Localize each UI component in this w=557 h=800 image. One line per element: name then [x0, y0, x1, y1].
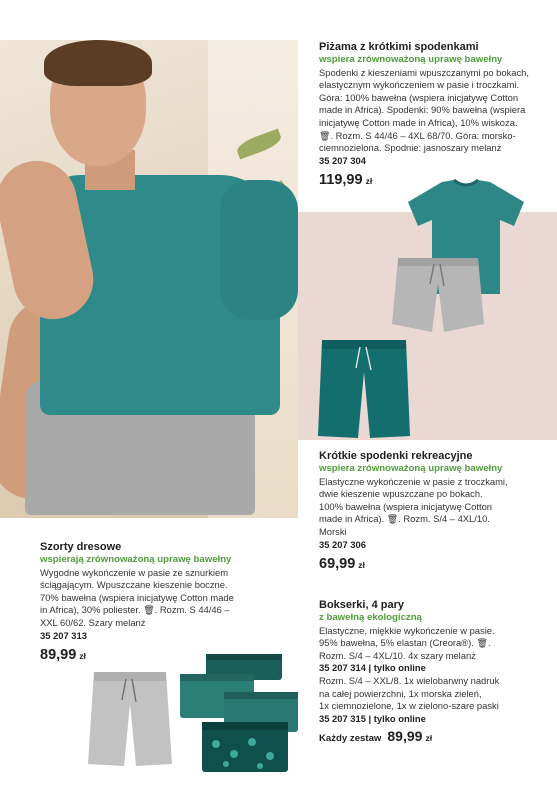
product-pajamas — [319, 40, 551, 191]
boxers-product-image — [176, 652, 302, 774]
model-sleeve — [220, 180, 298, 320]
sustainability-tag: wspiera zrównoważoną uprawę bawełny — [319, 54, 503, 65]
product-price: 89,99 zł — [40, 647, 86, 664]
product-code-variant: 35 207 315 | tylko online — [319, 712, 426, 724]
sustainability-tag: z bawełną ekologiczną — [319, 612, 422, 623]
product-description: Spodenki z kieszeniami wpuszczanymi po bokach, elastycznym wykończeniem w pasie i troczkami. Góra: 100% bawełna (wspiera inicjatywę Cotton made in Africa). Spodenki: 90% bawełna (wspiera inicjatywę Cotton made in Africa), 10% wiskoza. 🗑︎. Rozm. S 44/46 – 4XL 68/70. Góra: morsko- ciemnozielona. Spodnie: jasnoszary melanż — [319, 66, 529, 154]
currency: zł — [425, 733, 433, 744]
product-description: Wygodne wykończenie w pasie ze sznurkiem ściągającym. Wpuszczane kieszenie boczne. 70% bawełna (wspiera inicjatywę Cotton made in Africa), 30% poliester. 🗑︎. Rozm. S 44/46 – XXL 60/62. Szary melanż — [40, 566, 234, 628]
sustainability-tag: wspierają zrównoważoną uprawę bawełny — [40, 554, 232, 565]
sweat-shorts-product-image — [88, 668, 172, 768]
product-recreation-shorts — [319, 449, 551, 575]
product-description-variant: Rozm. S/4 – XXL/8. 1x wielobarwny nadruk na całej powierzchni, 1x morska zieleń, 1x ciemnozielone, 1x w zielono-szare paski — [319, 674, 500, 712]
product-price: 119,99 zł — [319, 172, 373, 189]
wash-icon: 🗑︎ — [143, 605, 155, 616]
product-code: 35 207 304 — [319, 154, 366, 166]
product-title: Krótkie spodenki rekreacyjne — [319, 450, 473, 462]
product-title: Szorty dresowe — [40, 541, 122, 553]
wash-icon: 🗑︎ — [386, 514, 399, 525]
product-price: 89,99 — [387, 728, 423, 745]
model-photo — [0, 40, 298, 518]
wash-icon: 🗑︎ — [476, 638, 488, 649]
product-code: 35 207 314 | tylko online — [319, 662, 426, 674]
product-code: 35 207 306 — [319, 538, 366, 550]
teal-shorts-product-image — [316, 338, 412, 440]
product-sweat-shorts — [40, 540, 295, 666]
product-title: Bokserki, 4 pary — [319, 599, 404, 611]
product-code: 35 207 313 — [40, 629, 87, 641]
product-title: Piżama z krótkimi spodenkami — [319, 41, 479, 53]
sustainability-tag: wspiera zrównoważoną uprawę bawełny — [319, 463, 503, 474]
model-hair — [44, 40, 152, 86]
set-price-line — [319, 730, 551, 746]
product-price: 69,99 zł — [319, 556, 365, 573]
product-boxers — [319, 598, 551, 746]
wash-icon: 🗑︎ — [319, 130, 331, 141]
set-label: Każdy zestaw — [319, 733, 382, 745]
gray-shorts-product-image — [390, 254, 486, 344]
product-description: Elastyczne wykończenie w pasie z troczkami, dwie kieszenie wpuszczane po bokach. 100% bawełna (wspiera inicjatywę Cotton made in Africa). 🗑︎. Rozm. S/4 – 4XL/10. Morski — [319, 475, 508, 537]
product-description: Elastyczne, miękkie wykończenie w pasie. 95% bawełna, 5% elastan (Creora®). 🗑︎. Rozm. S/4 – 4XL/10. 4x szary melanż — [319, 624, 495, 661]
